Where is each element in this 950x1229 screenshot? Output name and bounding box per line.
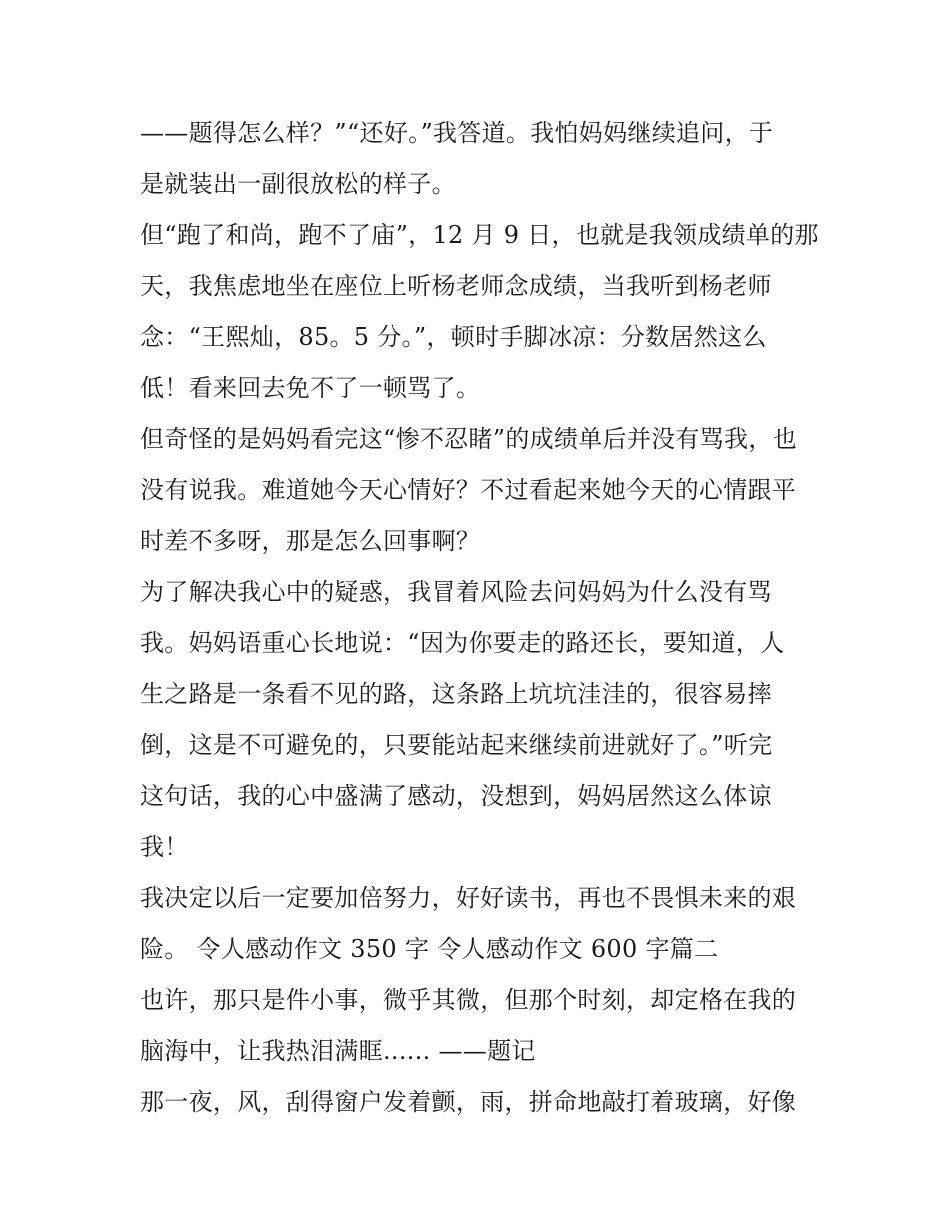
text-line: 念：“王熙灿，85。5 分。”，顿时手脚冰凉：分数居然这么: [140, 323, 767, 351]
text-line: 是就装出一副很放松的样子。: [140, 170, 456, 198]
text-line: 为了解决我心中的疑惑，我冒着风险去问妈妈为什么没有骂: [140, 578, 772, 606]
text-line: 我！: [140, 833, 189, 861]
text-line: 低！看来回去免不了一顿骂了。: [140, 374, 481, 402]
text-line: 没有说我。难道她今天心情好？不过看起来她今天的心情跟平: [140, 476, 797, 504]
text-line: 天，我焦虑地坐在座位上听杨老师念成绩，当我听到杨老师: [140, 272, 772, 300]
text-line: 险。 令人感动作文 350 字 令人感动作文 600 字篇二: [140, 935, 719, 963]
text-line: 我决定以后一定要加倍努力，好好读书，再也不畏惧未来的艰: [140, 884, 797, 912]
text-line: 那一夜，风，刮得窗户发着颤，雨，拼命地敲打着玻璃，好像: [140, 1088, 797, 1116]
text-line: 时差不多呀，那是怎么回事啊？: [140, 527, 481, 555]
text-line: 但奇怪的是妈妈看完这“惨不忍睹”的成绩单后并没有骂我，也: [140, 425, 797, 453]
text-line: 我。妈妈语重心长地说：“因为你要走的路还长，要知道，人: [140, 629, 785, 657]
text-line: 倒，这是不可避免的，只要能站起来继续前进就好了。”听完: [140, 731, 773, 759]
document-body: [140, 108, 820, 1128]
text-line: ——题得怎么样？”“还好。”我答道。我怕妈妈继续追问，于: [140, 119, 774, 147]
text-line: 但“跑了和尚，跑不了庙”，12 月 9 日，也就是我领成绩单的那: [140, 221, 819, 249]
text-line: 也许，那只是件小事，微乎其微，但那个时刻，却定格在我的: [140, 986, 797, 1014]
text-line: 生之路是一条看不见的路，这条路上坑坑洼洼的，很容易摔: [140, 680, 772, 708]
text-line: 这句话，我的心中盛满了感动，没想到，妈妈居然这么体谅: [140, 782, 772, 810]
text-line: 脑海中，让我热泪满眶...... ——题记: [140, 1037, 536, 1065]
